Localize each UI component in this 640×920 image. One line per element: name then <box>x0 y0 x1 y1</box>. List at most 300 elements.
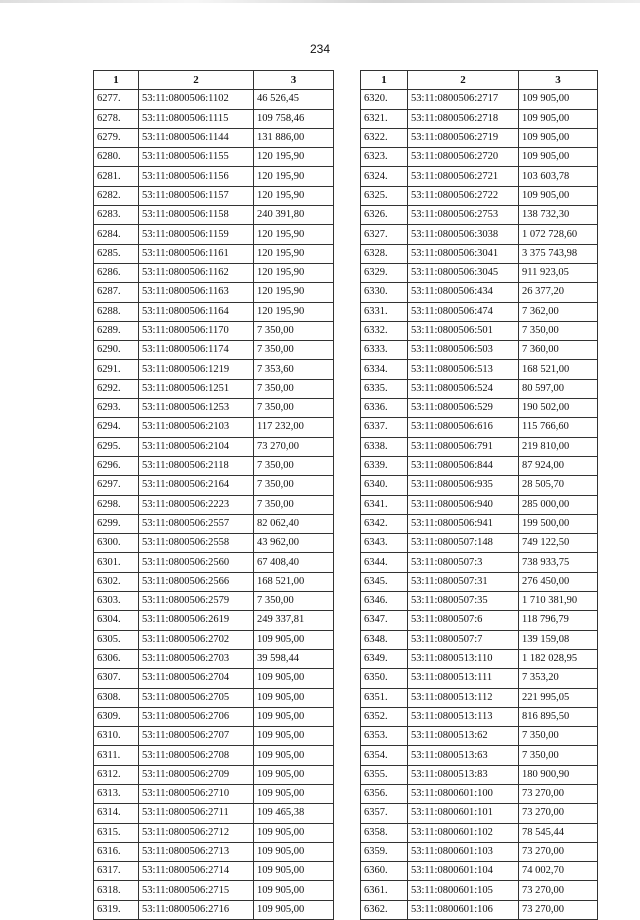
cadastral-value: 109 905,00 <box>254 688 334 707</box>
cadastral-number: 53:11:0800506:2118 <box>139 456 254 475</box>
cadastral-value: 109 905,00 <box>519 148 598 167</box>
header-col-3: 3 <box>519 71 598 90</box>
table-row <box>361 128 598 147</box>
cadastral-value: 109 465,38 <box>254 804 334 823</box>
table-row <box>361 804 598 823</box>
table-row <box>94 881 334 900</box>
row-number: 6348. <box>361 630 408 649</box>
row-number: 6341. <box>361 495 408 514</box>
table-row <box>94 727 334 746</box>
cadastral-value: 109 905,00 <box>254 746 334 765</box>
header-row <box>94 71 334 90</box>
table-row <box>361 244 598 263</box>
table-row <box>361 592 598 611</box>
row-number: 6291. <box>94 360 139 379</box>
row-number: 6314. <box>94 804 139 823</box>
table-row <box>361 321 598 340</box>
cadastral-value: 80 597,00 <box>519 379 598 398</box>
scan-edge-artifact <box>0 0 640 3</box>
table-row <box>94 456 334 475</box>
cadastral-value: 7 350,00 <box>254 399 334 418</box>
row-number: 6280. <box>94 148 139 167</box>
row-number: 6297. <box>94 476 139 495</box>
row-number: 6312. <box>94 765 139 784</box>
cadastral-number: 53:11:0800506:1219 <box>139 360 254 379</box>
row-number: 6281. <box>94 167 139 186</box>
row-number: 6278. <box>94 109 139 128</box>
row-number: 6294. <box>94 418 139 437</box>
row-number: 6315. <box>94 823 139 842</box>
cadastral-value: 73 270,00 <box>519 881 598 900</box>
cadastral-value: 221 995,05 <box>519 688 598 707</box>
cadastral-number: 53:11:0800506:2704 <box>139 669 254 688</box>
table-row <box>94 302 334 321</box>
cadastral-value: 73 270,00 <box>519 842 598 861</box>
cadastral-number: 53:11:0800506:434 <box>408 283 519 302</box>
cadastral-value: 168 521,00 <box>519 360 598 379</box>
cadastral-value: 28 505,70 <box>519 476 598 495</box>
row-number: 6326. <box>361 206 408 225</box>
cadastral-number: 53:11:0800506:2164 <box>139 476 254 495</box>
row-number: 6356. <box>361 784 408 803</box>
cadastral-value: 109 905,00 <box>254 707 334 726</box>
cadastral-number: 53:11:0800506:1159 <box>139 225 254 244</box>
row-number: 6332. <box>361 321 408 340</box>
row-number: 6317. <box>94 862 139 881</box>
left-table-body <box>94 90 334 920</box>
cadastral-value: 109 905,00 <box>254 669 334 688</box>
cadastral-number: 53:11:0800506:2566 <box>139 572 254 591</box>
table-row <box>361 341 598 360</box>
cadastral-number: 53:11:0800506:2719 <box>408 128 519 147</box>
cadastral-value: 26 377,20 <box>519 283 598 302</box>
cadastral-number: 53:11:0800601:101 <box>408 804 519 823</box>
cadastral-number: 53:11:0800506:1158 <box>139 206 254 225</box>
row-number: 6287. <box>94 283 139 302</box>
cadastral-number: 53:11:0800506:1115 <box>139 109 254 128</box>
table-row <box>361 283 598 302</box>
cadastral-value: 1 182 028,95 <box>519 649 598 668</box>
row-number: 6351. <box>361 688 408 707</box>
cadastral-value: 120 195,90 <box>254 186 334 205</box>
table-row <box>361 167 598 186</box>
cadastral-number: 53:11:0800506:2710 <box>139 784 254 803</box>
cadastral-number: 53:11:0800506:1174 <box>139 341 254 360</box>
table-row <box>94 244 334 263</box>
cadastral-value: 73 270,00 <box>519 900 598 919</box>
cadastral-number: 53:11:0800506:524 <box>408 379 519 398</box>
row-number: 6305. <box>94 630 139 649</box>
row-number: 6288. <box>94 302 139 321</box>
row-number: 6337. <box>361 418 408 437</box>
cadastral-number: 53:11:0800506:2558 <box>139 534 254 553</box>
table-row <box>94 360 334 379</box>
row-number: 6311. <box>94 746 139 765</box>
cadastral-value: 74 002,70 <box>519 862 598 881</box>
row-number: 6285. <box>94 244 139 263</box>
table-row <box>361 649 598 668</box>
table-row <box>361 784 598 803</box>
cadastral-number: 53:11:0800506:529 <box>408 399 519 418</box>
table-row <box>361 881 598 900</box>
row-number: 6360. <box>361 862 408 881</box>
row-number: 6352. <box>361 707 408 726</box>
table-row <box>94 862 334 881</box>
table-row <box>94 495 334 514</box>
cadastral-value: 82 062,40 <box>254 514 334 533</box>
row-number: 6361. <box>361 881 408 900</box>
row-number: 6284. <box>94 225 139 244</box>
table-row <box>94 842 334 861</box>
cadastral-number: 53:11:0800506:2557 <box>139 514 254 533</box>
table-row <box>94 823 334 842</box>
cadastral-value: 168 521,00 <box>254 572 334 591</box>
cadastral-number: 53:11:0800506:940 <box>408 495 519 514</box>
cadastral-value: 7 350,00 <box>254 379 334 398</box>
cadastral-number: 53:11:0800506:2721 <box>408 167 519 186</box>
table-row <box>361 630 598 649</box>
cadastral-value: 131 886,00 <box>254 128 334 147</box>
cadastral-value: 180 900,90 <box>519 765 598 784</box>
row-number: 6335. <box>361 379 408 398</box>
row-number: 6301. <box>94 553 139 572</box>
cadastral-number: 53:11:0800506:2722 <box>408 186 519 205</box>
table-row <box>94 746 334 765</box>
table-row <box>94 804 334 823</box>
cadastral-number: 53:11:0800507:7 <box>408 630 519 649</box>
row-number: 6295. <box>94 437 139 456</box>
cadastral-number: 53:11:0800601:106 <box>408 900 519 919</box>
cadastral-number: 53:11:0800601:104 <box>408 862 519 881</box>
cadastral-number: 53:11:0800506:2753 <box>408 206 519 225</box>
row-number: 6331. <box>361 302 408 321</box>
cadastral-number: 53:11:0800513:63 <box>408 746 519 765</box>
cadastral-value: 1 710 381,90 <box>519 592 598 611</box>
cadastral-number: 53:11:0800506:1170 <box>139 321 254 340</box>
row-number: 6307. <box>94 669 139 688</box>
cadastral-number: 53:11:0800506:2712 <box>139 823 254 842</box>
table-row <box>94 321 334 340</box>
cadastral-number: 53:11:0800601:105 <box>408 881 519 900</box>
cadastral-value: 120 195,90 <box>254 148 334 167</box>
cadastral-value: 73 270,00 <box>519 804 598 823</box>
cadastral-number: 53:11:0800506:1157 <box>139 186 254 205</box>
cadastral-value: 3 375 743,98 <box>519 244 598 263</box>
row-number: 6306. <box>94 649 139 668</box>
row-number: 6338. <box>361 437 408 456</box>
cadastral-value: 109 758,46 <box>254 109 334 128</box>
cadastral-number: 53:11:0800601:102 <box>408 823 519 842</box>
cadastral-value: 7 350,00 <box>254 456 334 475</box>
table-row <box>361 746 598 765</box>
cadastral-value: 7 353,60 <box>254 360 334 379</box>
cadastral-number: 53:11:0800506:2705 <box>139 688 254 707</box>
row-number: 6283. <box>94 206 139 225</box>
cadastral-number: 53:11:0800506:2560 <box>139 553 254 572</box>
cadastral-number: 53:11:0800506:2703 <box>139 649 254 668</box>
row-number: 6327. <box>361 225 408 244</box>
table-row <box>94 649 334 668</box>
cadastral-number: 53:11:0800513:112 <box>408 688 519 707</box>
row-number: 6282. <box>94 186 139 205</box>
cadastral-number: 53:11:0800506:2717 <box>408 90 519 109</box>
table-row <box>361 842 598 861</box>
cadastral-number: 53:11:0800506:1156 <box>139 167 254 186</box>
row-number: 6277. <box>94 90 139 109</box>
row-number: 6340. <box>361 476 408 495</box>
cadastral-value: 120 195,90 <box>254 263 334 282</box>
row-number: 6303. <box>94 592 139 611</box>
cadastral-value: 117 232,00 <box>254 418 334 437</box>
row-number: 6325. <box>361 186 408 205</box>
row-number: 6347. <box>361 611 408 630</box>
cadastral-number: 53:11:0800506:791 <box>408 437 519 456</box>
row-number: 6292. <box>94 379 139 398</box>
table-row <box>94 611 334 630</box>
row-number: 6310. <box>94 727 139 746</box>
table-row <box>94 90 334 109</box>
cadastral-value: 73 270,00 <box>254 437 334 456</box>
cadastral-number: 53:11:0800506:2579 <box>139 592 254 611</box>
cadastral-value: 7 350,00 <box>254 321 334 340</box>
cadastral-value: 120 195,90 <box>254 244 334 263</box>
row-number: 6324. <box>361 167 408 186</box>
table-row <box>94 534 334 553</box>
cadastral-value: 120 195,90 <box>254 283 334 302</box>
table-row <box>361 707 598 726</box>
table-row <box>94 167 334 186</box>
header-row <box>361 71 598 90</box>
table-row <box>361 572 598 591</box>
cadastral-number: 53:11:0800506:2104 <box>139 437 254 456</box>
cadastral-number: 53:11:0800506:1251 <box>139 379 254 398</box>
row-number: 6355. <box>361 765 408 784</box>
cadastral-value: 78 545,44 <box>519 823 598 842</box>
row-number: 6323. <box>361 148 408 167</box>
cadastral-number: 53:11:0800507:35 <box>408 592 519 611</box>
cadastral-value: 7 350,00 <box>254 341 334 360</box>
table-row <box>94 437 334 456</box>
table-row <box>361 109 598 128</box>
cadastral-value: 109 905,00 <box>254 862 334 881</box>
row-number: 6318. <box>94 881 139 900</box>
cadastral-value: 7 350,00 <box>519 727 598 746</box>
table-row <box>94 669 334 688</box>
cadastral-number: 53:11:0800506:1164 <box>139 302 254 321</box>
cadastral-number: 53:11:0800506:3038 <box>408 225 519 244</box>
row-number: 6329. <box>361 263 408 282</box>
cadastral-number: 53:11:0800506:2713 <box>139 842 254 861</box>
row-number: 6344. <box>361 553 408 572</box>
cadastral-value: 109 905,00 <box>254 784 334 803</box>
row-number: 6330. <box>361 283 408 302</box>
table-row <box>361 900 598 919</box>
cadastral-value: 109 905,00 <box>254 727 334 746</box>
cadastral-number: 53:11:0800506:2702 <box>139 630 254 649</box>
row-number: 6289. <box>94 321 139 340</box>
cadastral-number: 53:11:0800506:941 <box>408 514 519 533</box>
table-row <box>94 148 334 167</box>
cadastral-number: 53:11:0800506:513 <box>408 360 519 379</box>
cadastral-number: 53:11:0800506:1162 <box>139 263 254 282</box>
table-row <box>94 225 334 244</box>
cadastral-value: 109 905,00 <box>254 823 334 842</box>
row-number: 6357. <box>361 804 408 823</box>
row-number: 6354. <box>361 746 408 765</box>
table-row <box>94 688 334 707</box>
table-row <box>94 592 334 611</box>
row-number: 6343. <box>361 534 408 553</box>
row-number: 6302. <box>94 572 139 591</box>
cadastral-value: 7 362,00 <box>519 302 598 321</box>
cadastral-value: 816 895,50 <box>519 707 598 726</box>
header-col-1: 1 <box>361 71 408 90</box>
cadastral-number: 53:11:0800506:3041 <box>408 244 519 263</box>
cadastral-value: 240 391,80 <box>254 206 334 225</box>
cadastral-value: 285 000,00 <box>519 495 598 514</box>
row-number: 6346. <box>361 592 408 611</box>
cadastral-number: 53:11:0800513:111 <box>408 669 519 688</box>
table-row <box>361 495 598 514</box>
left-table <box>93 70 334 920</box>
table-row <box>94 418 334 437</box>
cadastral-number: 53:11:0800506:2716 <box>139 900 254 919</box>
cadastral-value: 911 923,05 <box>519 263 598 282</box>
cadastral-value: 7 350,00 <box>519 746 598 765</box>
cadastral-value: 67 408,40 <box>254 553 334 572</box>
right-table <box>360 70 598 920</box>
cadastral-value: 103 603,78 <box>519 167 598 186</box>
cadastral-value: 7 353,20 <box>519 669 598 688</box>
table-row <box>94 514 334 533</box>
table-row <box>361 379 598 398</box>
cadastral-number: 53:11:0800506:1144 <box>139 128 254 147</box>
header-col-1: 1 <box>94 71 139 90</box>
cadastral-number: 53:11:0800506:503 <box>408 341 519 360</box>
cadastral-number: 53:11:0800506:1102 <box>139 90 254 109</box>
row-number: 6300. <box>94 534 139 553</box>
row-number: 6320. <box>361 90 408 109</box>
table-row <box>94 283 334 302</box>
table-row <box>94 128 334 147</box>
cadastral-number: 53:11:0800506:616 <box>408 418 519 437</box>
cadastral-value: 109 905,00 <box>519 128 598 147</box>
cadastral-number: 53:11:0800506:2706 <box>139 707 254 726</box>
header-col-3: 3 <box>254 71 334 90</box>
row-number: 6290. <box>94 341 139 360</box>
table-row <box>361 553 598 572</box>
row-number: 6319. <box>94 900 139 919</box>
table-row <box>94 553 334 572</box>
cadastral-number: 53:11:0800601:100 <box>408 784 519 803</box>
row-number: 6313. <box>94 784 139 803</box>
cadastral-number: 53:11:0800506:935 <box>408 476 519 495</box>
cadastral-value: 138 732,30 <box>519 206 598 225</box>
table-row <box>361 823 598 842</box>
cadastral-value: 109 905,00 <box>254 630 334 649</box>
row-number: 6321. <box>361 109 408 128</box>
row-number: 6359. <box>361 842 408 861</box>
cadastral-value: 109 905,00 <box>254 842 334 861</box>
table-row <box>361 263 598 282</box>
table-row <box>361 688 598 707</box>
table-row <box>361 611 598 630</box>
cadastral-value: 1 072 728,60 <box>519 225 598 244</box>
cadastral-value: 139 159,08 <box>519 630 598 649</box>
cadastral-value: 109 905,00 <box>519 109 598 128</box>
cadastral-value: 7 350,00 <box>519 321 598 340</box>
table-row <box>94 765 334 784</box>
cadastral-number: 53:11:0800506:2720 <box>408 148 519 167</box>
cadastral-value: 46 526,45 <box>254 90 334 109</box>
cadastral-value: 73 270,00 <box>519 784 598 803</box>
cadastral-number: 53:11:0800506:501 <box>408 321 519 340</box>
row-number: 6293. <box>94 399 139 418</box>
cadastral-number: 53:11:0800506:2708 <box>139 746 254 765</box>
table-row <box>361 399 598 418</box>
right-table-body <box>361 90 598 920</box>
table-row <box>361 765 598 784</box>
row-number: 6322. <box>361 128 408 147</box>
cadastral-number: 53:11:0800506:2709 <box>139 765 254 784</box>
cadastral-number: 53:11:0800506:2714 <box>139 862 254 881</box>
cadastral-value: 109 905,00 <box>254 900 334 919</box>
row-number: 6342. <box>361 514 408 533</box>
cadastral-value: 120 195,90 <box>254 302 334 321</box>
table-row <box>361 437 598 456</box>
cadastral-value: 39 598,44 <box>254 649 334 668</box>
cadastral-number: 53:11:0800506:844 <box>408 456 519 475</box>
cadastral-number: 53:11:0800513:83 <box>408 765 519 784</box>
table-row <box>361 186 598 205</box>
cadastral-value: 7 350,00 <box>254 495 334 514</box>
table-row <box>94 379 334 398</box>
cadastral-value: 738 933,75 <box>519 553 598 572</box>
cadastral-value: 43 962,00 <box>254 534 334 553</box>
row-number: 6339. <box>361 456 408 475</box>
table-row <box>94 341 334 360</box>
cadastral-number: 53:11:0800506:2619 <box>139 611 254 630</box>
table-row <box>361 206 598 225</box>
cadastral-number: 53:11:0800506:2223 <box>139 495 254 514</box>
row-number: 6333. <box>361 341 408 360</box>
cadastral-value: 118 796,79 <box>519 611 598 630</box>
cadastral-number: 53:11:0800506:2103 <box>139 418 254 437</box>
cadastral-number: 53:11:0800507:3 <box>408 553 519 572</box>
cadastral-number: 53:11:0800506:3045 <box>408 263 519 282</box>
table-row <box>94 186 334 205</box>
cadastral-value: 249 337,81 <box>254 611 334 630</box>
cadastral-number: 53:11:0800506:1161 <box>139 244 254 263</box>
table-row <box>94 399 334 418</box>
table-row <box>361 148 598 167</box>
table-row <box>94 630 334 649</box>
cadastral-number: 53:11:0800601:103 <box>408 842 519 861</box>
cadastral-number: 53:11:0800507:31 <box>408 572 519 591</box>
table-row <box>361 302 598 321</box>
row-number: 6358. <box>361 823 408 842</box>
cadastral-number: 53:11:0800513:62 <box>408 727 519 746</box>
table-row <box>361 360 598 379</box>
cadastral-number: 53:11:0800506:1163 <box>139 283 254 302</box>
cadastral-value: 219 810,00 <box>519 437 598 456</box>
table-row <box>94 476 334 495</box>
table-row <box>361 862 598 881</box>
page-number: 234 <box>309 42 331 56</box>
table-row <box>361 514 598 533</box>
table-row <box>94 109 334 128</box>
table-row <box>361 90 598 109</box>
